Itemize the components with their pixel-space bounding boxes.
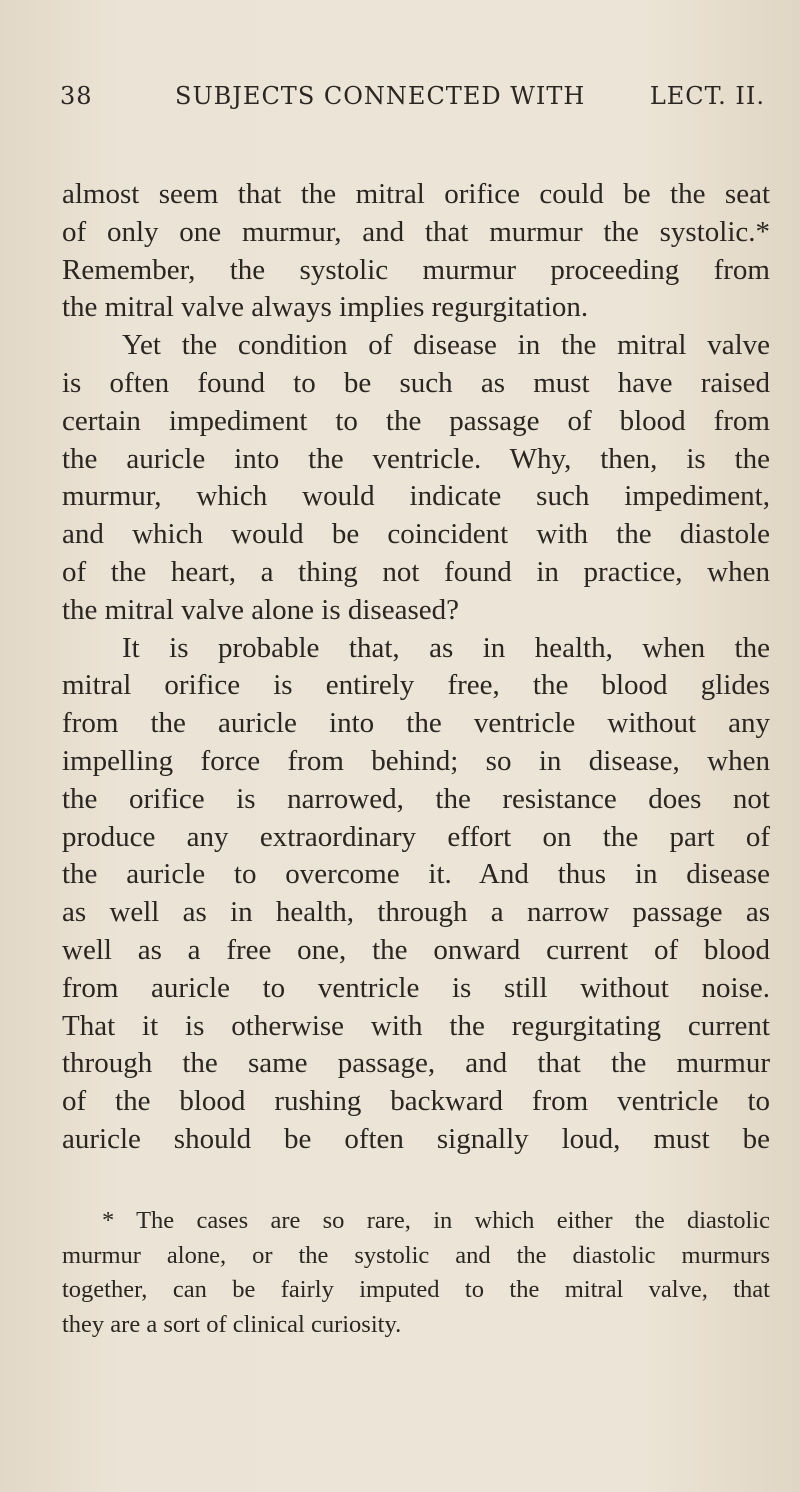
running-title: SUBJECTS CONNECTED WITH bbox=[175, 82, 586, 110]
text-line: of the blood rushing backward from ventricle to bbox=[62, 1085, 770, 1118]
page-number: 38 bbox=[60, 82, 93, 110]
footnote-line: together, can be fairly imputed to the mitral valve, that bbox=[62, 1276, 770, 1304]
footnote-line: murmur alone, or the systolic and the diastolic murmurs bbox=[62, 1241, 770, 1269]
text-line: of the heart, a thing not found in practice, when bbox=[62, 555, 770, 588]
text-line: mitral orifice is entirely free, the blood glides bbox=[62, 669, 770, 702]
text-line: certain impediment to the passage of blood from bbox=[62, 404, 770, 437]
text-line: well as a free one, the onward current of blood bbox=[62, 933, 770, 966]
footnote-line: * The cases are so rare, in which either the diastolic bbox=[102, 1207, 770, 1234]
text-line: almost seem that the mitral orifice could be the seat bbox=[62, 178, 770, 210]
text-line: from the auricle into the ventricle without any bbox=[62, 707, 770, 740]
text-line: the auricle to overcome it. And thus in disease bbox=[62, 858, 770, 891]
text-line: as well as in health, through a narrow passage as bbox=[62, 896, 770, 929]
text-line: the mitral valve alone is diseased? bbox=[62, 593, 459, 626]
text-line: Remember, the systolic murmur proceeding from bbox=[62, 253, 770, 286]
text-line: the orifice is narrowed, the resistance does not bbox=[62, 782, 770, 815]
text-line: from auricle to ventricle is still without noise. bbox=[62, 971, 770, 1004]
page-header bbox=[60, 82, 765, 118]
text-line: auricle should be often signally loud, must be bbox=[62, 1122, 770, 1155]
text-line: Yet the condition of disease in the mitral valve bbox=[122, 329, 770, 362]
text-line: through the same passage, and that the murmur bbox=[62, 1047, 770, 1080]
text-line: the mitral valve always implies regurgitation. bbox=[62, 291, 589, 324]
text-line: and which would be coincident with the diastole bbox=[62, 518, 770, 551]
text-line: It is probable that, as in health, when the bbox=[122, 631, 770, 664]
text-line: the auricle into the ventricle. Why, then, is the bbox=[62, 442, 770, 475]
text-line: murmur, which would indicate such impediment, bbox=[62, 480, 770, 513]
text-line: produce any extraordinary effort on the part of bbox=[62, 820, 770, 853]
text-line: is often found to be such as must have raised bbox=[62, 366, 770, 399]
footnote-line: they are a sort of clinical curiosity. bbox=[62, 1310, 402, 1338]
footnote bbox=[62, 1204, 770, 1342]
text-line: That it is otherwise with the regurgitating current bbox=[62, 1009, 770, 1042]
text-line: impelling force from behind; so in disease, when bbox=[62, 744, 770, 777]
body-text bbox=[62, 176, 770, 1159]
lecture-label: LECT. II. bbox=[649, 82, 765, 110]
text-line: of only one murmur, and that murmur the systolic.* bbox=[62, 215, 770, 248]
